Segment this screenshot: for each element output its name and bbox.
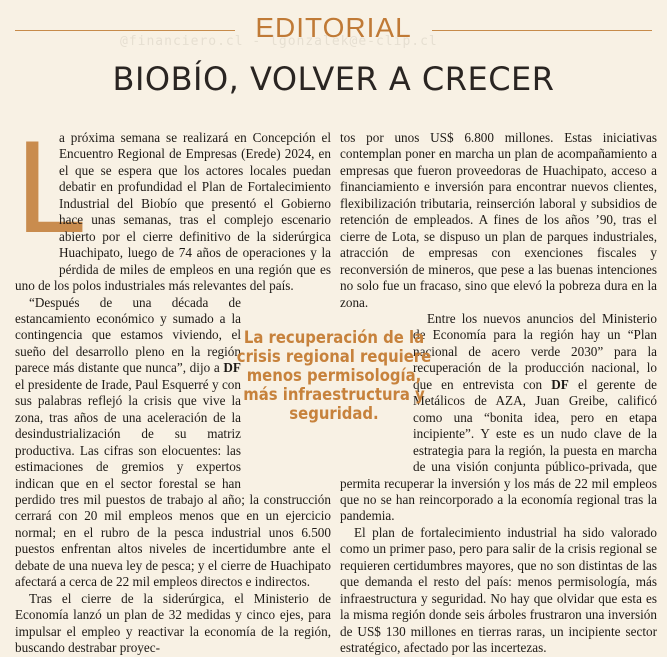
headline: BIOBÍO, VOLVER A CRECER bbox=[112, 60, 555, 98]
drop-cap: L bbox=[14, 118, 84, 262]
column2-paragraph-3: El plan de fortalecimiento industrial ha sido valorado como un primer paso, pero para salir de la crisis regional se requieren certidumbres mayores, que no son distintas de las que demanda el resto del país: menos permisología, más infraestructura y seguridad. No hay que olvidar que esta es la misma región donde seis árboles frustraron una inversión de US$ 130 millones en tierras raras, un incipiente sector estratégico, afectado por las incertezas. bbox=[340, 524, 657, 656]
section-label: EDITORIAL bbox=[255, 12, 412, 43]
pull-quote: La recuperación de la crisis regional requiere menos permisología, más infraestructura y seguridad. bbox=[236, 328, 432, 423]
column1-paragraph-1: a próxima semana se realizará en Concepción el Encuentro Regional de Empresas (Erede) 2024, en el que se espera que los actores locales puedan debatir en profundidad el Plan de Fortalecimiento Industrial del Biobío que presentó el Gobierno hace unas semanas, tras el complejo escenario abierto por el cierre definitivo de la siderúrgica Huachipato, luego de 74 años de operaciones y la pérdida de miles de empleos en una región que es uno de los polos industriales más relevantes del país. bbox=[15, 130, 331, 294]
df-brand: DF bbox=[223, 360, 241, 376]
watermark-top: @financiero.cl - lgonzalek@e-clip.cl bbox=[120, 34, 438, 49]
column1-paragraph-2: “Después de una década de estancamiento económico y sumado a la contingencia que estamos viviendo, el sueño del desarrollo pleno en la región parece más distante que nunca”, dijo a DF el presidente de Irade, Paul Esquerré y con sus palabras reflejó la crisis que vive la zona, tras años de una aceleración de la desindustrialización de su matriz productiva. Las cifras son elocuentes: las estimaciones de gremios y expertos indican que en el sector forestal se han perdido tres mil puestos de trabajo al año; la construcción cerrará con 20 mil empleos menos que en un ejercicio normal; en el rubro de la pesca industrial unos 6.500 puestos enfrentan altos niveles de incertidumbre ante el debate de una nueva ley de pesca; y el cierre de Huachipato afectará a cerca de 22 mil empleos directos e indirectos. bbox=[15, 294, 331, 590]
kicker-rule-right bbox=[432, 30, 652, 31]
kicker-rule-left bbox=[15, 30, 235, 31]
column2-paragraph-2: Entre los nuevos anuncios del Ministerio de Economía para la región hay un “Plan nacional de acero verde 2030” para la recuperación de la producción nacional, lo que en entrevista con DF el gerente de Metálicos de AZA, Juan Greibe, calificó como una “bonita idea, pero en etapa incipiente”. Y este es un nudo clave de la estrategia para la región, la puesta en marcha de una visión conjunta público-privada, que permita recuperar la inversión y los más de 22 mil empleos que no se han reincorporado a la economía regional tras la pandemia. bbox=[340, 310, 657, 524]
df-brand: DF bbox=[551, 376, 569, 392]
column1-paragraph-3: Tras el cierre de la siderúrgica, el Ministerio de Economía lanzó un plan de 32 medidas y cinco ejes, para impulsar el empleo y reactivar la economía de la región, buscando destrabar proyec- bbox=[15, 590, 331, 656]
column2-paragraph-1: tos por unos US$ 6.800 millones. Estas iniciativas contemplan poner en marcha un plan de acompañamiento a empresas que fueron proveedoras de Huachipato, acceso a financiamiento e inversión para encontrar nuevos clientes, flexibilización tributaria, reinserción laboral y subsidios de retención de empleados. A fines de los años ’90, tras el cierre de Lota, se dispuso un plan de parques industriales, atracción de empresas con exenciones fiscales y reconversión de mineros, que pese a las buenas intenciones no solo fue un fracaso, sino que elevó la pobreza dura en la zona. bbox=[340, 130, 657, 310]
